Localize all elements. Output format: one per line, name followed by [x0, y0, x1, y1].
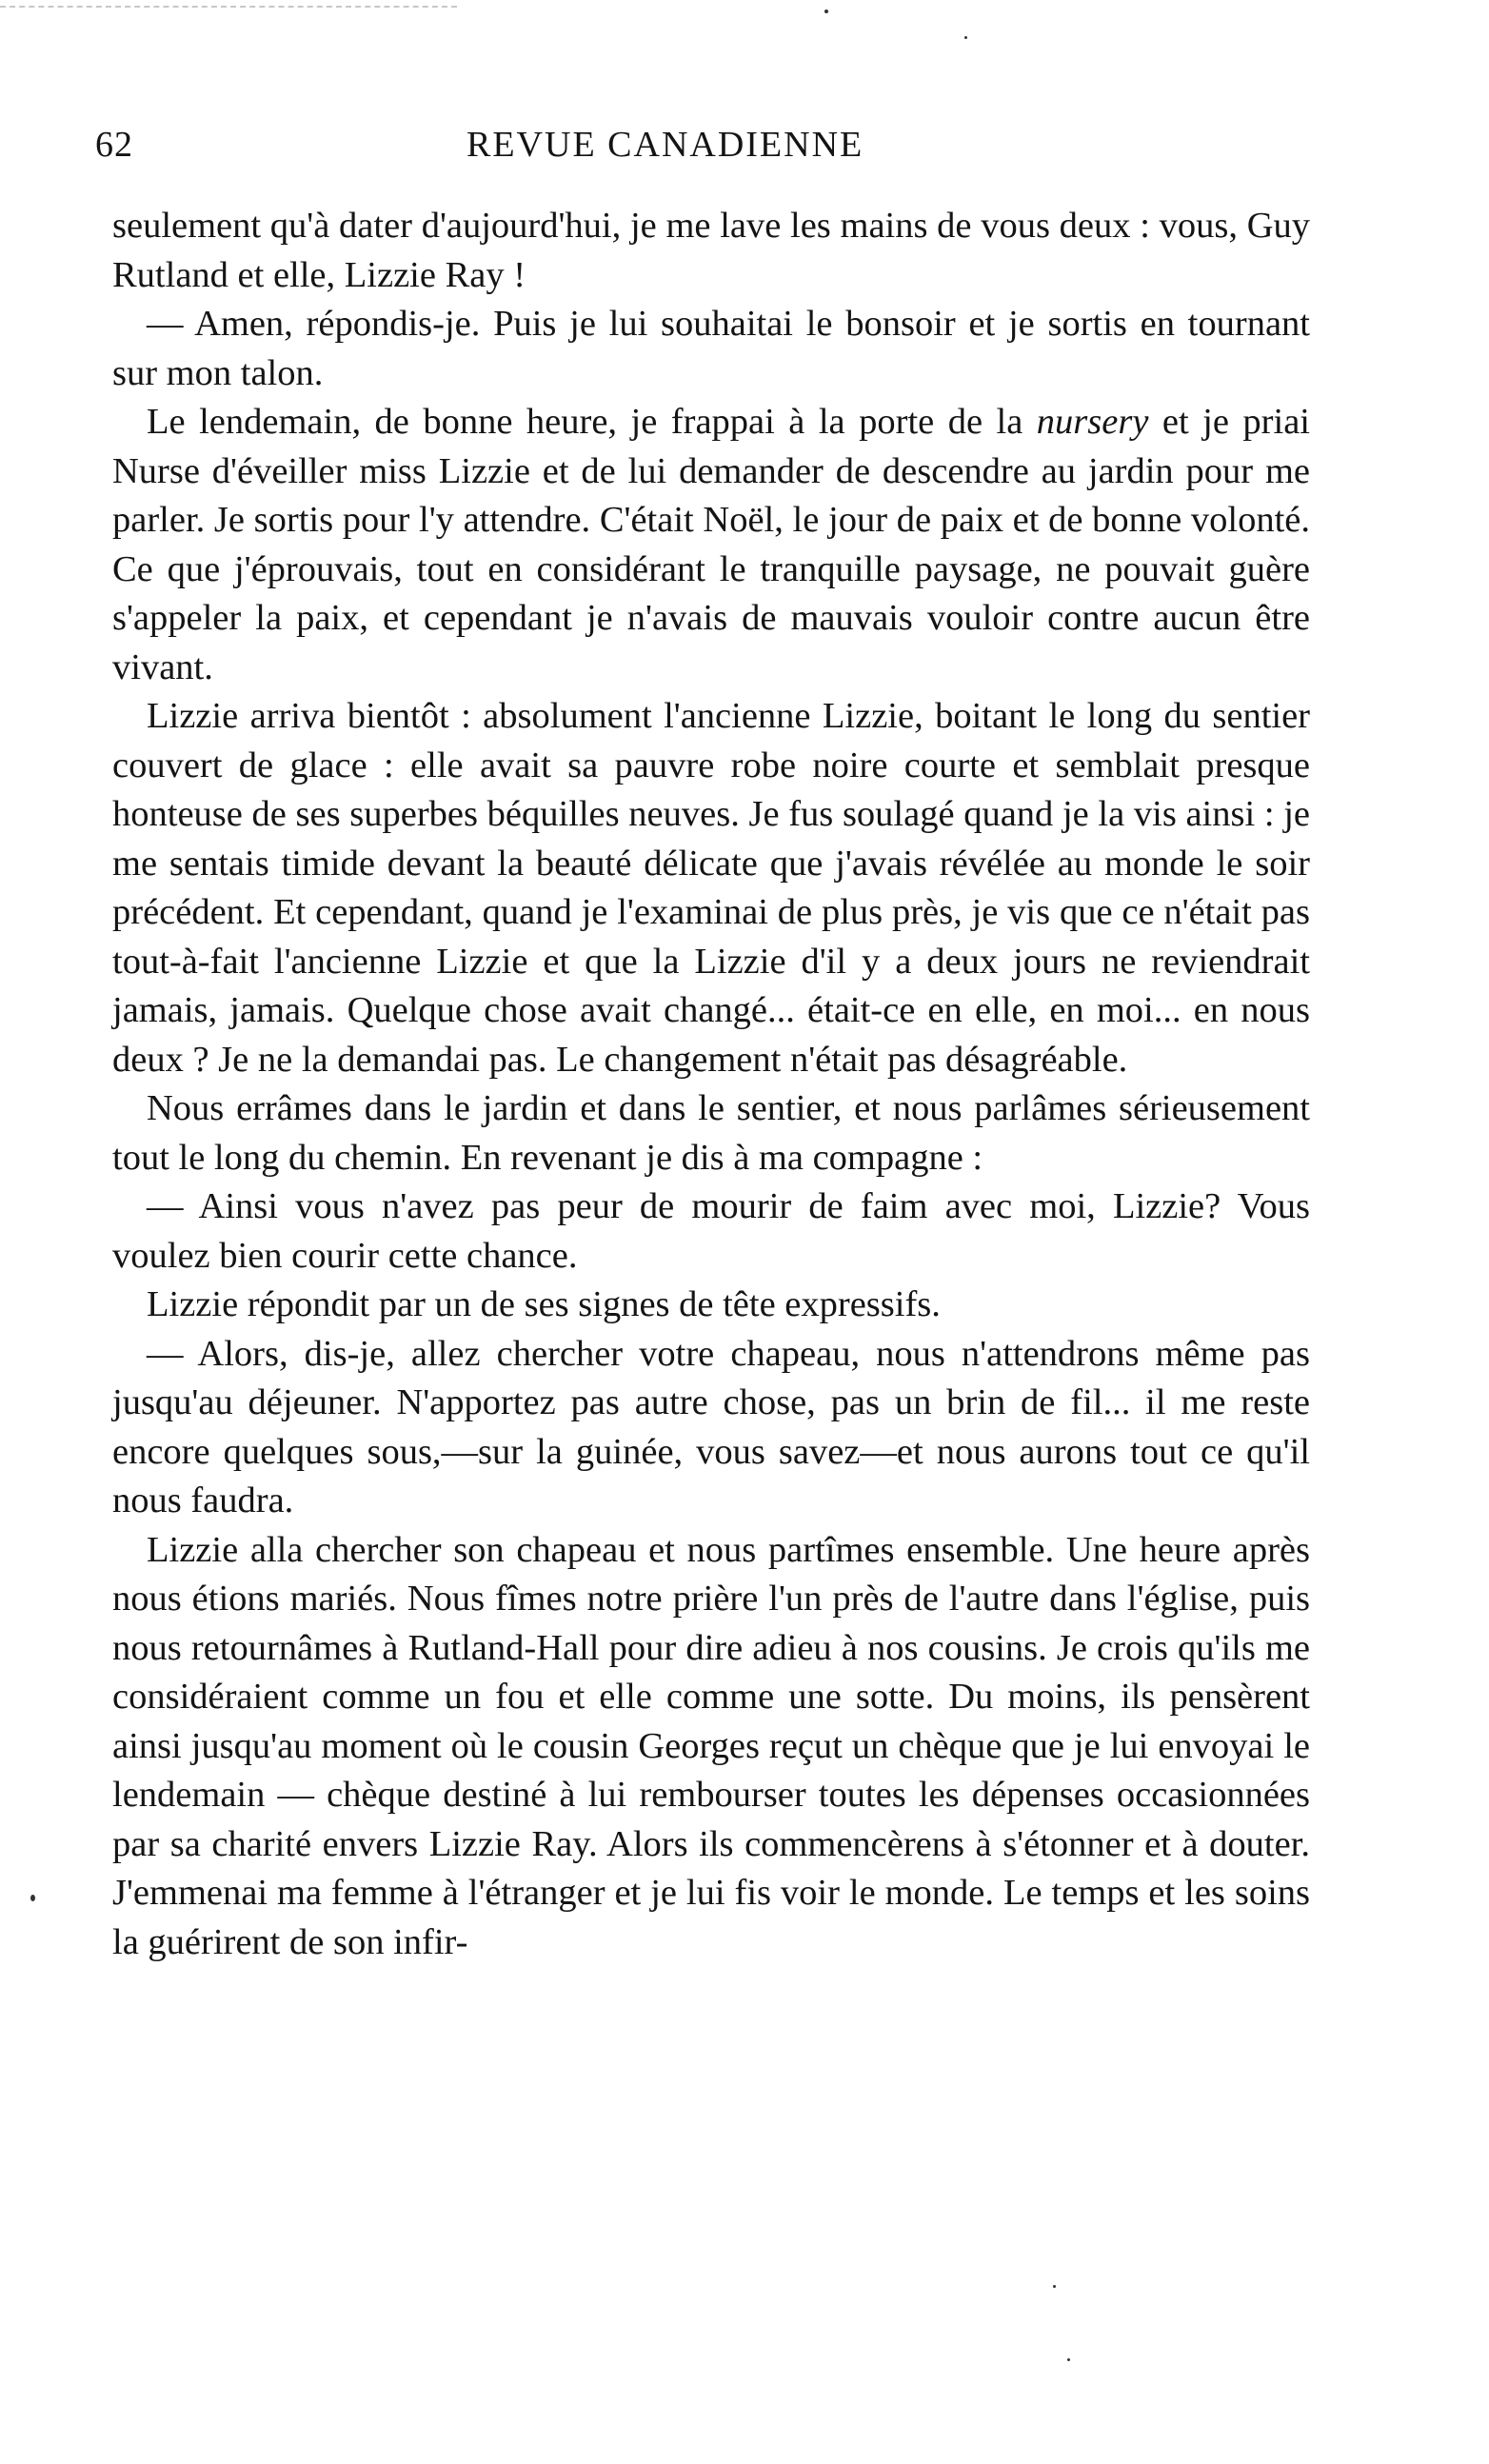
scan-speck	[1067, 2358, 1070, 2361]
paragraph-8: — Alors, dis-je, allez chercher votre chapeau, nous n'attendrons même pas jusqu'au déjeuner. N'apportez pas autre chose, pas un brin de fil... il me reste encore quelques sous,—sur la guinée, vous savez—et nous aurons tout ce qu'il nous faudra.	[112, 1333, 1310, 1520]
paragraph-7: Lizzie répondit par un de ses signes de tête expressifs.	[147, 1284, 941, 1324]
running-title: REVUE CANADIENNE	[467, 125, 864, 165]
page-number: 62	[95, 125, 133, 165]
italic-word-nursery: nursery	[1036, 402, 1149, 442]
top-edge-rule	[0, 6, 457, 8]
body-text	[112, 202, 1310, 1967]
paragraph-2: — Amen, répondis-je. Puis je lui souhaitai le bonsoir et je sortis en tournant sur mon talon.	[112, 304, 1310, 393]
paragraph-9: Lizzie alla chercher son chapeau et nous partîmes ensemble. Une heure après nous étions mariés. Nous fîmes notre prière l'un près de l'autre dans l'église, puis nous retournâmes à Rutland-Hall pour dire adieu à nos cousins. Je crois qu'ils me considéraient comme un fou et elle comme une sotte. Du moins, ils pensèrent ainsi jusqu'au moment où le cousin Georges reçut un chèque que je lui envoyai le lendemain — chèque destiné à lui rembourser toutes les dépenses occasionnées par sa charité envers Lizzie Ray. Alors ils commencèrens à s'étonner et à douter. J'emmenai ma femme à l'étranger et je lui fis voir le monde. Le temps et les soins la guérirent de son infir-	[112, 1529, 1310, 1962]
paragraph-3-text-end: et je priai Nurse d'éveiller miss Lizzie et de lui demander de descendre au jardin pour me parler. Je sortis pour l'y attendre. C'était Noël, le jour de paix et de bonne volonté. Ce que j'éprouvais, tout en considérant le tranquille paysage, ne pouvait guère s'appeler la paix, et cependant je n'avais de mauvais vouloir contre aucun être vivant.	[112, 402, 1310, 687]
paragraph-1: seulement qu'à dater d'aujourd'hui, je me lave les mains de vous deux : vous, Guy Rutland et elle, Lizzie Ray !	[112, 206, 1310, 295]
paragraph-3-text-start: Le lendemain, de bonne heure, je frappai à la porte de la	[147, 402, 1037, 442]
paragraph-4: Lizzie arriva bientôt : absolument l'ancienne Lizzie, boitant le long du sentier couvert de glace : elle avait sa pauvre robe noire courte et semblait presque honteuse de ses superbes béquilles neuves. Je fus soulagé quand je la vis ainsi : je me sentais timide devant la beauté délicate que j'avais révélée au monde le soir précédent. Et cependant, quand je l'examinai de plus près, je vis que ce n'était pas tout-à-fait l'ancienne Lizzie et que la Lizzie d'il y a deux jours ne reviendrait jamais, jamais. Quelque chose avait changé... était-ce en elle, en moi... en nous deux ? Je ne la demandai pas. Le changement n'était pas désagréable.	[112, 696, 1310, 1080]
scan-speck	[964, 36, 967, 39]
scan-speck	[1053, 2285, 1056, 2288]
scan-speck	[30, 1895, 35, 1901]
paragraph-3	[112, 398, 1310, 692]
scan-speck	[824, 10, 828, 13]
page-header	[95, 124, 1314, 181]
paragraph-5: Nous errâmes dans le jardin et dans le sentier, et nous parlâmes sérieusement tout le long du chemin. En revenant je dis à ma compagne :	[112, 1088, 1310, 1178]
paragraph-6: — Ainsi vous n'avez pas peur de mourir de faim avec moi, Lizzie? Vous voulez bien courir cette chance.	[112, 1186, 1310, 1276]
